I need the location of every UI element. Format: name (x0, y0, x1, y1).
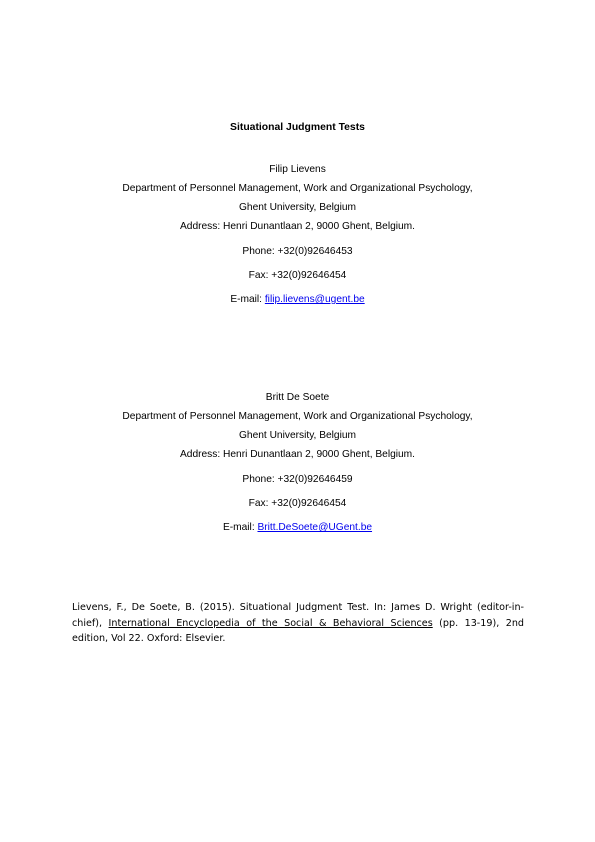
author-1-phone: Phone: +32(0)92646453 (242, 246, 353, 257)
author-2-phone: Phone: +32(0)92646459 (242, 474, 353, 485)
document-title: Situational Judgment Tests (230, 122, 365, 133)
author-1-department: Department of Personnel Management, Work and Organizational Psychology, (122, 183, 473, 194)
author-2-department: Department of Personnel Management, Work and Organizational Psychology, (122, 411, 473, 422)
author-2-email-line (0, 522, 595, 533)
author-2-email-link[interactable]: Britt.DeSoete@UGent.be (257, 522, 373, 533)
author-2-address: Address: Henri Dunantlaan 2, 9000 Ghent, Belgium. (179, 449, 416, 460)
author-2-university: Ghent University, Belgium (238, 430, 356, 441)
author-2-email-label: E-mail: (222, 522, 258, 533)
author-1-email-label: E-mail: (230, 294, 265, 305)
author-2-name: Britt De Soete (265, 392, 330, 403)
author-1-name: Filip Lievens (269, 164, 326, 175)
citation-text-part2: (pp. 13-19), 2nd edition, Vol 22. Oxford: Elsevier. (72, 617, 524, 644)
citation-book-title: International Encyclopedia of the Social & Behavioral Sciences (108, 617, 433, 629)
author-1-email-line (0, 294, 595, 305)
citation-paragraph (72, 600, 524, 647)
author-2-fax: Fax: +32(0)92646454 (248, 498, 347, 509)
author-1-fax: Fax: +32(0)92646454 (248, 270, 347, 281)
author-1-university: Ghent University, Belgium (238, 202, 356, 213)
author-1-address: Address: Henri Dunantlaan 2, 9000 Ghent, Belgium. (179, 221, 416, 232)
author-1-email-link[interactable]: filip.lievens@ugent.be (264, 294, 365, 305)
citation-text-part1: Lievens, F., De Soete, B. (2015). Situational Judgment Test. In: James D. Wright (editor-in-chief), (72, 602, 524, 629)
